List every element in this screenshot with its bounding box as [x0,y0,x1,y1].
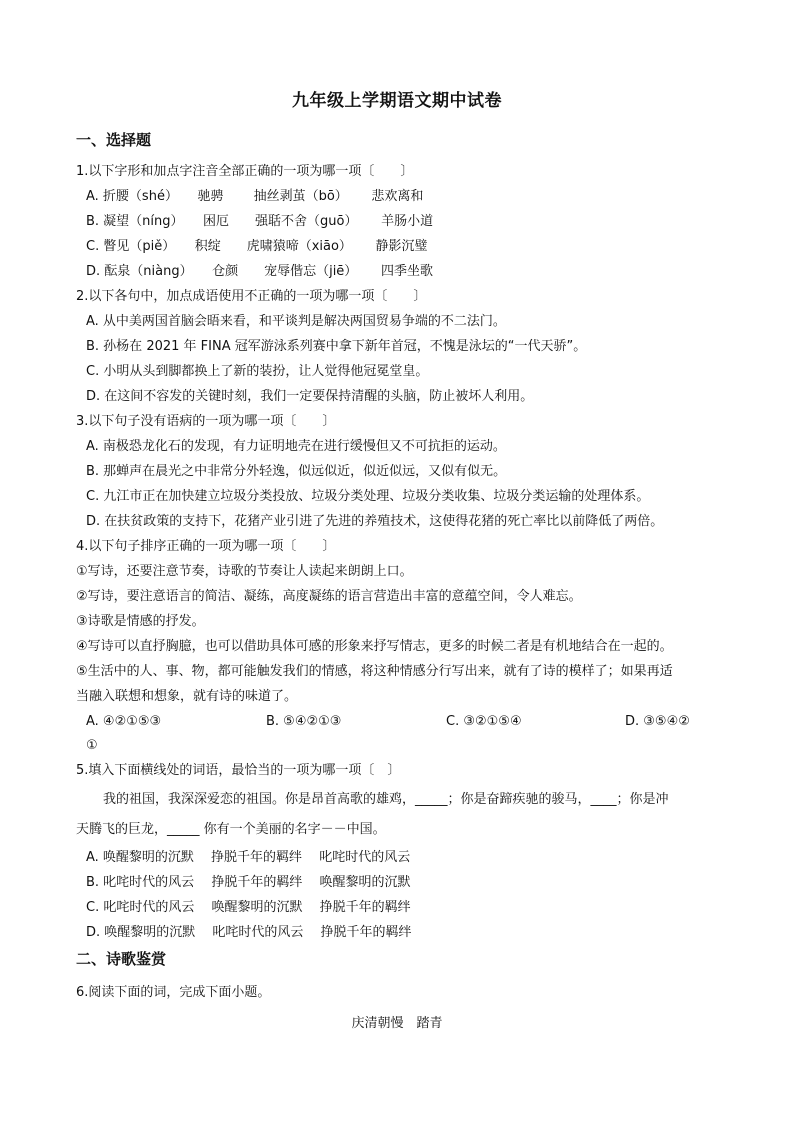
question-1-stem: 1.以下字形和加点字注音全部正确的一项为哪一项〔 〕 [76,164,414,179]
question-1-option-c: C. 瞥见（piě） 积绽 虎啸猿啼（xiāo） 静影沉璧 [86,239,428,254]
question-5-option-d: D. 唤醒黎明的沉默 叱咤时代的风云 挣脱千年的羁绊 [86,925,412,940]
question-2-option-c: C. 小明从头到脚都换上了新的装扮，让人觉得他冠冕堂皇。 [86,364,429,379]
question-5-stem: 5.填入下面横线处的词语，最恰当的一项为哪一项〔 〕 [76,763,401,778]
question-4-option-c: C. ③②①⑤④ [446,714,522,729]
question-5-option-a: A. 唤醒黎明的沉默 挣脱千年的羁绊 叱咤时代的风云 [86,850,411,865]
section-heading-poetry: 二、诗歌鉴赏 [76,950,167,968]
question-1-option-a: A. 折腰（shé） 驰骋 抽丝剥茧（bō） 悲欢离和 [86,189,424,204]
question-4-stem: 4.以下句子排序正确的一项为哪一项〔 〕 [76,539,336,554]
question-3-option-c: C. 九江市正在加快建立垃圾分类投放、垃圾分类处理、垃圾分类收集、垃圾分类运输的处理体系。 [86,489,650,504]
question-4-sentence-2: ②写诗，要注意语言的简洁、凝练，高度凝练的语言营造出丰富的意蕴空间，令人难忘。 [76,589,582,604]
section-heading-choice: 一、选择题 [76,131,152,149]
question-4-sentence-5-line-1: ⑤生活中的人、事、物，都可能触发我们的情感，将这种情感分行写出来，就有了诗的模样了；如果再适 [76,664,673,679]
question-3-stem: 3.以下句子没有语病的一项为哪一项〔 〕 [76,414,336,429]
question-2-option-a: A. 从中美两国首脑会晤来看，和平谈判是解决两国贸易争端的不二法门。 [86,314,506,329]
question-4-sentence-3: ③诗歌是情感的抒发。 [76,614,205,629]
question-4-option-b: B. ⑤④②①③ [266,714,342,729]
question-6-stem: 6.阅读下面的词，完成下面小题。 [76,985,271,1000]
question-2-option-b: B. 孙杨在 2021 年 FINA 冠军游泳系列赛中拿下新年首冠，不愧是泳坛的“一代天骄”。 [86,339,587,354]
question-5-passage-line-1: 我的祖国，我深深爱恋的祖国。你是昂首高歌的雄鸡，_____；你是奋蹄疾驰的骏马，____；你是冲 [103,792,669,807]
question-2-stem: 2.以下各句中，加点成语使用不正确的一项为哪一项〔 〕 [76,289,427,304]
poem-title: 庆清朝慢 踏青 [351,1016,443,1031]
question-2-option-d: D. 在这间不容发的关键时刻，我们一定要保持清醒的头脑，防止被坏人利用。 [86,389,534,404]
question-4-option-a: A. ④②①⑤③ [86,714,162,729]
question-1-option-d: D. 酝泉（niàng） 仓颜 宠辱偕忘（jiē） 四季坐歌 [86,264,433,279]
question-3-option-b: B. 那蝉声在晨光之中非常分外轻逸，似远似近，似近似远，又似有似无。 [86,464,507,479]
question-5-option-b: B. 叱咤时代的风云 挣脱千年的羁绊 唤醒黎明的沉默 [86,875,411,890]
question-5-option-c: C. 叱咤时代的风云 唤醒黎明的沉默 挣脱千年的羁绊 [86,900,411,915]
question-4-sentence-1: ①写诗，还要注意节奏，诗歌的节奏让人读起来朗朗上口。 [76,564,413,579]
question-4-sentence-5-line-2: 当融入联想和想象，就有诗的味道了。 [76,689,298,704]
question-1-option-b: B. 凝望（níng） 困厄 强聒不舍（guō） 羊肠小道 [86,214,434,229]
question-4-sentence-4: ④写诗可以直抒胸臆，也可以借助具体可感的形象来抒写情志，更多的时候二者是有机地结合在一起的。 [76,639,673,654]
question-4-option-d-wrap: ① [86,738,98,753]
question-5-passage-line-2: 天腾飞的巨龙，_____ 你有一个美丽的名字－－中国。 [76,822,386,837]
question-4-option-d: D. ③⑤④② [625,714,690,729]
question-3-option-d: D. 在扶贫政策的支持下，花猪产业引进了先进的养殖技术，这使得花猪的死亡率比以前降低了两倍。 [86,514,664,529]
question-3-option-a: A. 南极恐龙化石的发现，有力证明地壳在进行缓慢但又不可抗拒的运动。 [86,439,506,454]
page-title: 九年级上学期语文期中试卷 [292,91,502,111]
